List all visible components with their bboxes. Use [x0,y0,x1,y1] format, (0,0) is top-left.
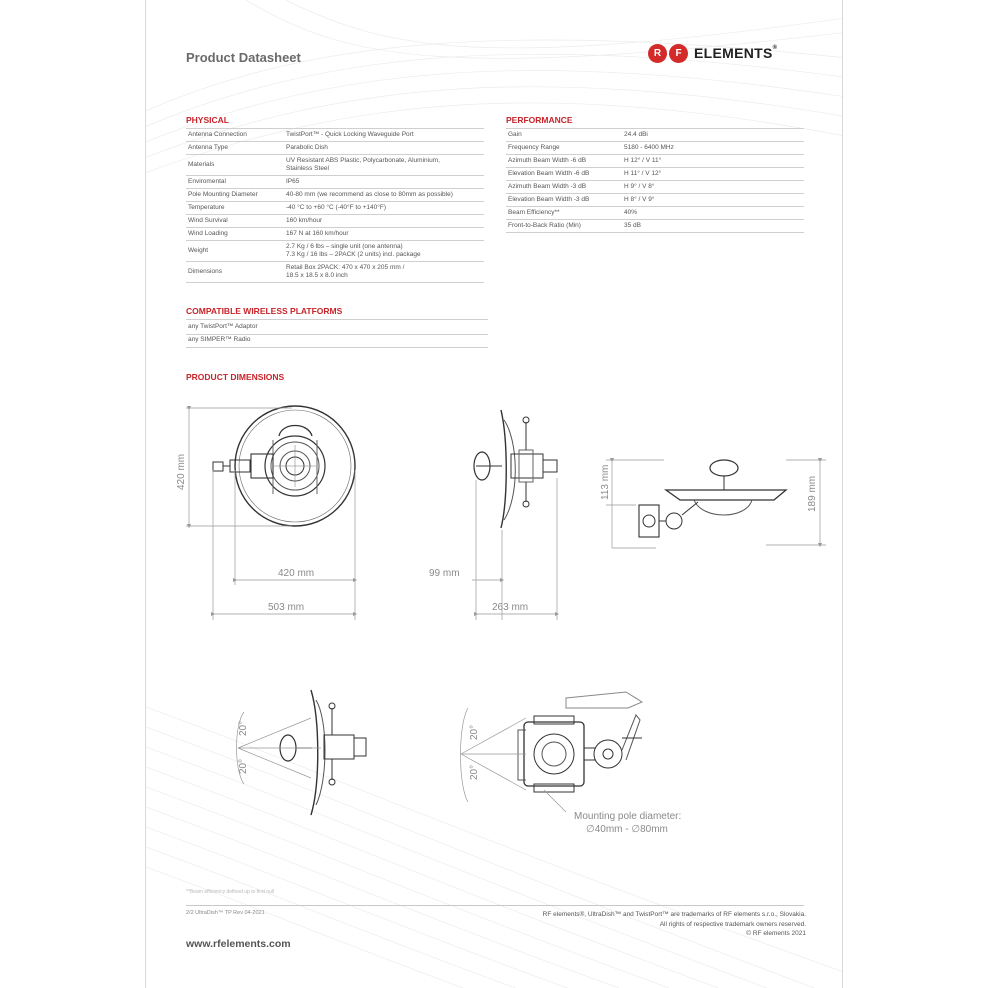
legal-line: All rights of respective trademark owners reserved. [659,920,806,928]
document-title: Product Datasheet [186,50,301,65]
spec-value-line: 167 N at 160 km/hour [286,230,349,237]
spec-value-line: IP65 [286,178,300,185]
spec-value-line: UV Resistant ABS Plastic, Polycarbonate, Aluminium, [286,157,440,164]
spec-value-line: Retail Box 2PACK: 470 x 470 x 205 mm / [286,264,405,271]
spec-label: Azimuth Beam Width -3 dB [506,181,622,194]
page-border-right [842,0,843,988]
legal-line: © RF elements 2021 [746,930,806,937]
spec-label: Beam Efficiency** [506,207,622,220]
performance-heading: PERFORMANCE [506,115,573,125]
logo-r-circle: R [648,44,667,63]
spec-label: Antenna Connection [186,129,284,142]
spec-value-line: 7.3 Kg / 16 lbs – 2PACK (2 units) incl. package [286,251,421,258]
spec-value-line: Stainless Steel [286,165,329,172]
spec-label: Pole Mounting Diameter [186,189,284,202]
front-view-drawing [213,406,355,526]
angle-label-up-1: 20° [238,720,249,736]
logo-brand: ELEMENTS [694,45,773,61]
spec-label: Frequency Range [506,142,622,155]
spec-value-line: 35 dB [624,222,641,229]
spec-value-line: 160 km/hour [286,217,323,224]
dim-height-189: 189 mm [807,475,818,512]
mounting-pole-range: ∅40mm - ∅80mm [586,824,668,835]
spec-value-line: 40% [624,209,638,216]
logo-f-circle: F [669,44,688,63]
spec-label: Enviromental [186,176,284,189]
dim-height-420: 420 mm [176,453,187,490]
spec-value-line: 18.5 x 18.5 x 8.0 inch [286,272,348,279]
mount-detail-drawing [518,692,642,792]
spec-label: Antenna Type [186,142,284,155]
spec-value-line: H 11° / V 12° [624,170,662,177]
spec-label: Weight [186,241,284,262]
spec-value-line: H 8° / V 9° [624,196,655,203]
legal-line: RF elements®, UltraDish™ and TwistPort™ are trademarks of RF elements s.r.o., Slovakia. [542,911,806,918]
spec-label: Gain [506,129,622,142]
side-view-drawing [474,410,557,528]
spec-value-line: Parabolic Dish [286,144,328,151]
mounting-pole-label: Mounting pole diameter: [574,811,682,822]
spec-label: Elevation Beam Width -6 dB [506,168,622,181]
spec-value-line: H 9° / V 8° [624,183,655,190]
spec-label: Wind Survival [186,215,284,228]
spec-value-line: 2.7 Kg / 6 lbs – single unit (one antenna) [286,243,403,250]
spec-label: Front-to-Back Ratio (Min) [506,220,622,233]
compatible-item: any TwistPort™ Adaptor [186,319,488,335]
spec-value-line: -40 °C to +60 °C (-40°F to +140°F) [286,204,386,211]
dimensions-heading: PRODUCT DIMENSIONS [186,372,285,382]
footer-divider [186,905,804,906]
revision-label: 2/2 UltraDish™ TP Rev 04-2021 [186,910,265,916]
angle-label-down-1: 20° [238,758,249,774]
spec-label: Elevation Beam Width -3 dB [506,194,622,207]
angle-label-down-2: 20° [469,764,480,780]
legal-notice [543,910,806,939]
dim-width-503: 503 mm [268,602,305,613]
spec-label: Dimensions [186,262,284,283]
datasheet-page [146,0,842,988]
physical-heading: PHYSICAL [186,115,229,125]
spec-value-line: TwistPort™ - Quick Locking Waveguide Port [286,131,414,138]
spec-value-line: 24.4 dBi [624,131,648,138]
beam-efficiency-footnote: **Beam efficiency defined up to first null [186,889,275,895]
dim-width-420: 420 mm [278,568,315,579]
spec-label: Wind Loading [186,228,284,241]
spec-label: Temperature [186,202,284,215]
dim-depth-99: 99 mm [429,568,460,579]
spec-label: Materials [186,155,284,176]
dim-height-113: 113 mm [600,464,611,500]
spec-label: Azimuth Beam Width -6 dB [506,155,622,168]
logo-registered: ® [772,45,778,51]
dim-depth-263: 263 mm [492,602,529,613]
website-link[interactable]: www.rfelements.com [186,938,291,950]
spec-value-line: H 12° / V 11° [624,157,662,164]
compatible-heading: COMPATIBLE WIRELESS PLATFORMS [186,306,343,316]
spec-value-line: 40-80 mm (we recommend as close to 80mm as possible) [286,191,453,198]
tilt-view-drawing [280,690,366,815]
spec-value-line: 5180 - 6400 MHz [624,144,674,151]
dimension-drawings [146,0,842,988]
top-view-drawing [639,460,786,537]
angle-label-up-2: 20° [469,724,480,740]
compatible-item: any SIMPER™ Radio [186,333,488,348]
